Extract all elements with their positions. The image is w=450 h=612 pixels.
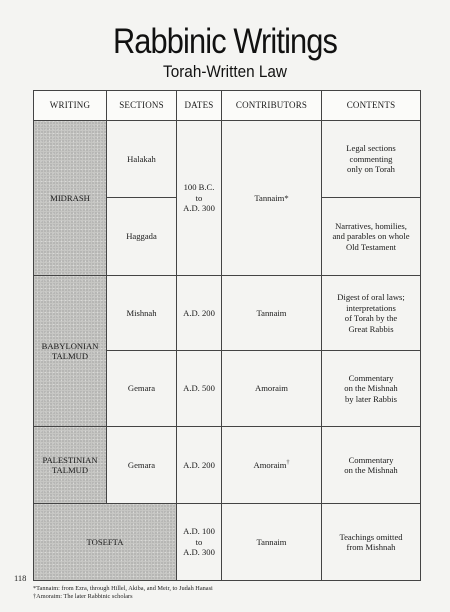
header-writing: WRITING	[34, 91, 107, 121]
page-subtitle: Torah-Written Law	[163, 62, 287, 81]
page-title: Rabbinic Writings	[112, 22, 338, 61]
footnotes	[33, 585, 443, 600]
contributors-gemara-palestinian: Amoraim†	[222, 427, 322, 504]
writing-tosefta: TOSEFTA	[34, 504, 177, 581]
dates-gemara-palestinian: A.D. 200	[177, 427, 222, 504]
contributors-midrash: Tannaim*	[222, 121, 322, 276]
dates-midrash: 100 B.C. to A.D. 300	[177, 121, 222, 276]
section-halakah: Halakah	[107, 121, 177, 198]
footnote-amoraim: †Amoraim: The later Rabbinic scholars	[33, 592, 133, 600]
dagger-mark: †	[286, 459, 290, 466]
table-row	[34, 121, 421, 198]
dates-mishnah: A.D. 200	[177, 276, 222, 351]
page-number: 118	[14, 573, 27, 583]
section-mishnah: Mishnah	[107, 276, 177, 351]
header-sections: SECTIONS	[107, 91, 177, 121]
table-row	[34, 504, 421, 581]
dates-tosefta: A.D. 100 to A.D. 300	[177, 504, 222, 581]
section-gemara-palestinian: Gemara	[107, 427, 177, 504]
header-contributors: CONTRIBUTORS	[222, 91, 322, 121]
rabbinic-writings-table	[33, 90, 421, 581]
writing-babylonian-talmud: BABYLONIAN TALMUD	[34, 276, 107, 427]
contributors-tosefta: Tannaim	[222, 504, 322, 581]
contents-haggada: Narratives, homilies, and parables on whole Old Testament	[322, 198, 421, 276]
contents-halakah: Legal sections commenting only on Torah	[322, 121, 421, 198]
table-header-row	[34, 91, 421, 121]
table-row	[34, 427, 421, 504]
table-row	[34, 276, 421, 351]
contents-gemara-palestinian: Commentary on the Mishnah	[322, 427, 421, 504]
contents-tosefta: Teachings omitted from Mishnah	[322, 504, 421, 581]
writing-midrash: MIDRASH	[34, 121, 107, 276]
dates-gemara-babylonian: A.D. 500	[177, 351, 222, 427]
section-gemara-babylonian: Gemara	[107, 351, 177, 427]
header-dates: DATES	[177, 91, 222, 121]
footnote-tannaim: *Tannaim: from Ezra, through Hillel, Akiba, and Meir, to Judah Hanasi	[33, 585, 213, 592]
contents-mishnah: Digest of oral laws; interpretations of Torah by the Great Rabbis	[322, 276, 421, 351]
section-haggada: Haggada	[107, 198, 177, 276]
contributors-mishnah: Tannaim	[222, 276, 322, 351]
contributors-gemara-babylonian: Amoraim	[222, 351, 322, 427]
header-contents: CONTENTS	[322, 91, 421, 121]
writing-palestinian-talmud: PALESTINIAN TALMUD	[34, 427, 107, 504]
contents-gemara-babylonian: Commentary on the Mishnah by later Rabbis	[322, 351, 421, 427]
